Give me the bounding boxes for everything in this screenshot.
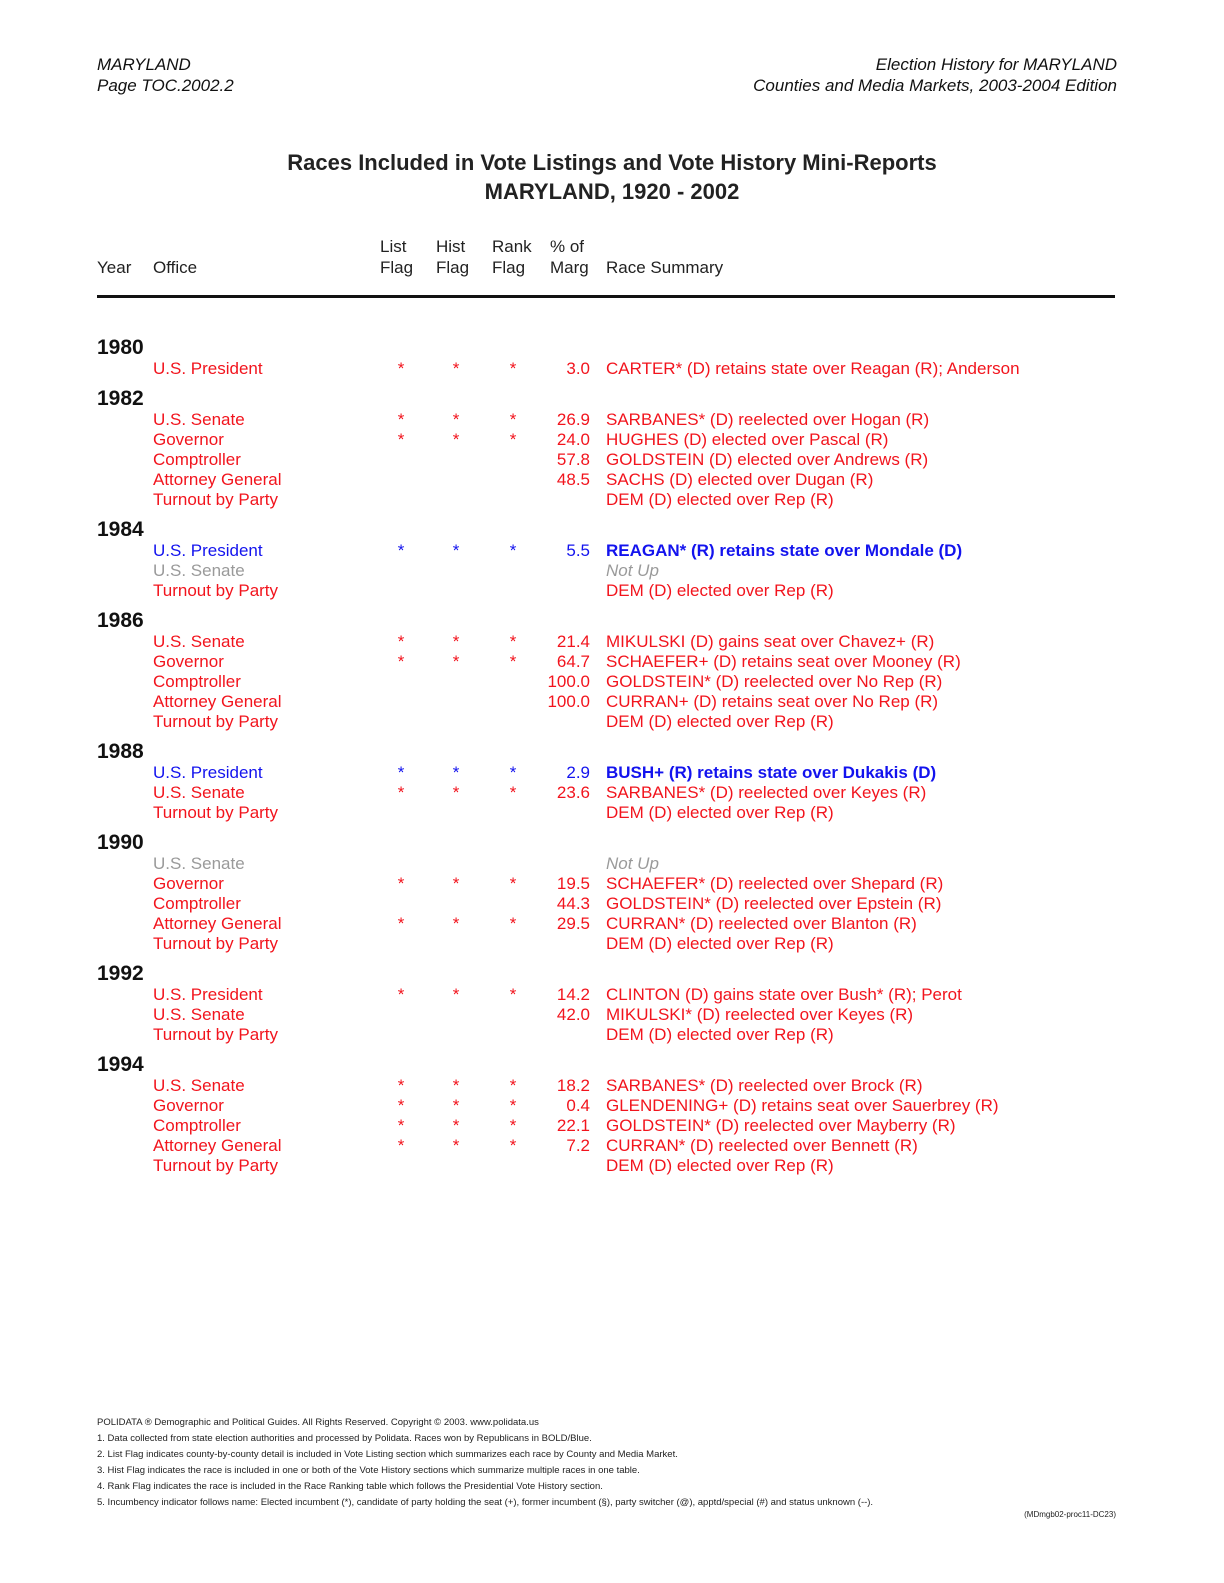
race-office: Turnout by Party xyxy=(153,581,279,600)
hist-flag: * xyxy=(452,914,460,933)
footer-copyright: POLIDATA ® Demographic and Political Guides. All Rights Reserved. Copyright © 2003. www.polidata.us xyxy=(97,1417,539,1428)
margin-percent: 44.3 xyxy=(556,894,590,913)
race-summary: CURRAN* (D) reelected over Blanton (R) xyxy=(606,914,917,933)
margin-percent: 21.4 xyxy=(556,632,590,651)
race-summary: CARTER* (D) retains state over Reagan (R); Anderson xyxy=(606,359,1020,378)
hist-flag: * xyxy=(452,652,460,671)
year-label: 1990 xyxy=(97,831,144,854)
hist-flag: * xyxy=(452,1076,460,1095)
race-office: U.S. President xyxy=(153,985,263,1004)
race-row xyxy=(0,672,1224,692)
list-flag: * xyxy=(397,410,405,429)
race-summary: GOLDSTEIN* (D) reelected over Mayberry (R) xyxy=(606,1116,956,1135)
header-left xyxy=(97,54,234,96)
margin-percent: 3.0 xyxy=(566,359,590,378)
year-group xyxy=(0,336,1224,379)
list-flag: * xyxy=(397,541,405,560)
rank-flag: * xyxy=(509,1136,517,1155)
race-row xyxy=(0,914,1224,934)
year-group xyxy=(0,1053,1224,1176)
list-flag: * xyxy=(397,1096,405,1115)
race-row xyxy=(0,1025,1224,1045)
race-row xyxy=(0,854,1224,874)
margin-percent: 100.0 xyxy=(547,692,590,711)
race-summary: MIKULSKI (D) gains seat over Chavez+ (R) xyxy=(606,632,935,651)
race-row xyxy=(0,490,1224,510)
race-summary: CURRAN* (D) reelected over Bennett (R) xyxy=(606,1136,918,1155)
state-name: MARYLAND xyxy=(97,55,191,74)
list-flag: * xyxy=(397,632,405,651)
margin-percent: 14.2 xyxy=(556,985,590,1004)
year-group xyxy=(0,740,1224,823)
footer-note: 4. Rank Flag indicates the race is included in the Race Ranking table which follows the Presidential Vote History section. xyxy=(97,1481,603,1492)
race-row xyxy=(0,359,1224,379)
race-summary: CURRAN+ (D) retains seat over No Rep (R) xyxy=(606,692,939,711)
race-office: Turnout by Party xyxy=(153,1025,279,1044)
hist-flag: * xyxy=(452,985,460,1004)
race-row xyxy=(0,692,1224,712)
race-row xyxy=(0,763,1224,783)
race-row xyxy=(0,934,1224,954)
race-office: U.S. President xyxy=(153,541,263,560)
margin-percent: 7.2 xyxy=(566,1136,590,1155)
race-office: Comptroller xyxy=(153,672,241,691)
publication-title: Election History for MARYLAND xyxy=(875,55,1117,74)
col-marg-2: Marg xyxy=(550,258,589,277)
race-office: Turnout by Party xyxy=(153,803,279,822)
race-office: Comptroller xyxy=(153,1116,241,1135)
footer-note: 5. Incumbency indicator follows name: Elected incumbent (*), candidate of party holding the seat (+), former incumbent (§), party switcher (@), apptd/special (#) and status unknown (--). xyxy=(97,1497,874,1508)
race-summary: SARBANES* (D) reelected over Keyes (R) xyxy=(606,783,927,802)
year-group xyxy=(0,831,1224,954)
page-number: Page TOC.2002.2 xyxy=(97,76,234,95)
rank-flag: * xyxy=(509,763,517,782)
year-label: 1992 xyxy=(97,962,144,985)
rank-flag: * xyxy=(509,541,517,560)
page-title-line1: Races Included in Vote Listings and Vote History Mini-Reports xyxy=(287,150,937,175)
race-office: Governor xyxy=(153,430,224,449)
page-title xyxy=(0,148,1224,206)
margin-percent: 48.5 xyxy=(556,470,590,489)
margin-percent: 24.0 xyxy=(556,430,590,449)
rank-flag: * xyxy=(509,874,517,893)
race-office: Comptroller xyxy=(153,894,241,913)
race-row xyxy=(0,985,1224,1005)
race-summary: GOLDSTEIN* (D) reelected over Epstein (R) xyxy=(606,894,942,913)
race-summary: BUSH+ (R) retains state over Dukakis (D) xyxy=(606,763,937,782)
race-office: Comptroller xyxy=(153,450,241,469)
race-summary: DEM (D) elected over Rep (R) xyxy=(606,712,834,731)
list-flag: * xyxy=(397,985,405,1004)
list-flag: * xyxy=(397,359,405,378)
race-row xyxy=(0,450,1224,470)
year-group xyxy=(0,387,1224,510)
race-row xyxy=(0,1096,1224,1116)
race-office: U.S. Senate xyxy=(153,1076,245,1095)
rank-flag: * xyxy=(509,783,517,802)
race-summary: DEM (D) elected over Rep (R) xyxy=(606,934,834,953)
race-summary: DEM (D) elected over Rep (R) xyxy=(606,490,834,509)
margin-percent: 100.0 xyxy=(547,672,590,691)
race-summary: Not Up xyxy=(606,561,659,580)
race-summary: DEM (D) elected over Rep (R) xyxy=(606,1025,834,1044)
list-flag: * xyxy=(397,430,405,449)
race-row xyxy=(0,470,1224,490)
race-office: U.S. Senate xyxy=(153,783,245,802)
race-summary: Not Up xyxy=(606,854,659,873)
rank-flag: * xyxy=(509,652,517,671)
race-row xyxy=(0,581,1224,601)
col-hist-1: Hist xyxy=(436,237,466,256)
race-office: Governor xyxy=(153,1096,224,1115)
race-office: U.S. President xyxy=(153,359,263,378)
header-right xyxy=(753,54,1117,96)
race-summary: DEM (D) elected over Rep (R) xyxy=(606,1156,834,1175)
race-row xyxy=(0,783,1224,803)
rank-flag: * xyxy=(509,632,517,651)
margin-percent: 22.1 xyxy=(556,1116,590,1135)
list-flag: * xyxy=(397,763,405,782)
race-office: Attorney General xyxy=(153,1136,282,1155)
race-row xyxy=(0,1076,1224,1096)
race-listing xyxy=(0,336,1224,1184)
hist-flag: * xyxy=(452,541,460,560)
race-office: U.S. Senate xyxy=(153,854,245,873)
list-flag: * xyxy=(397,874,405,893)
hist-flag: * xyxy=(452,874,460,893)
rank-flag: * xyxy=(509,410,517,429)
hist-flag: * xyxy=(452,1136,460,1155)
race-summary: MIKULSKI* (D) reelected over Keyes (R) xyxy=(606,1005,914,1024)
year-group xyxy=(0,518,1224,601)
race-row xyxy=(0,632,1224,652)
race-summary: DEM (D) elected over Rep (R) xyxy=(606,803,834,822)
race-summary: DEM (D) elected over Rep (R) xyxy=(606,581,834,600)
hist-flag: * xyxy=(452,632,460,651)
year-label: 1980 xyxy=(97,336,144,359)
footer-note: 3. Hist Flag indicates the race is included in one or both of the Vote History sections which summarize multiple races in one table. xyxy=(97,1465,640,1476)
race-office: Turnout by Party xyxy=(153,1156,279,1175)
margin-percent: 0.4 xyxy=(566,1096,590,1115)
col-office: Office xyxy=(153,258,198,277)
year-group xyxy=(0,962,1224,1045)
year-label: 1988 xyxy=(97,740,144,763)
page-title-line2: MARYLAND, 1920 - 2002 xyxy=(484,179,740,204)
margin-percent: 19.5 xyxy=(556,874,590,893)
margin-percent: 2.9 xyxy=(566,763,590,782)
race-office: Governor xyxy=(153,652,224,671)
footer-notes xyxy=(97,1415,1117,1511)
hist-flag: * xyxy=(452,783,460,802)
margin-percent: 29.5 xyxy=(556,914,590,933)
rank-flag: * xyxy=(509,1096,517,1115)
col-rank-2: Flag xyxy=(492,258,526,277)
race-office: Governor xyxy=(153,874,224,893)
race-summary: SACHS (D) elected over Dugan (R) xyxy=(606,470,874,489)
race-office: Attorney General xyxy=(153,470,282,489)
race-row xyxy=(0,1156,1224,1176)
race-summary: REAGAN* (R) retains state over Mondale (D) xyxy=(606,541,963,560)
rank-flag: * xyxy=(509,1116,517,1135)
list-flag: * xyxy=(397,652,405,671)
margin-percent: 42.0 xyxy=(556,1005,590,1024)
footer-note: 2. List Flag indicates county-by-county detail is included in Vote Listing section which summarizes each race by County and Media Market. xyxy=(97,1449,678,1460)
race-row xyxy=(0,1116,1224,1136)
race-office: U.S. President xyxy=(153,763,263,782)
race-office: U.S. Senate xyxy=(153,410,245,429)
race-summary: CLINTON (D) gains state over Bush* (R); Perot xyxy=(606,985,962,1004)
margin-percent: 57.8 xyxy=(556,450,590,469)
year-label: 1984 xyxy=(97,518,144,541)
race-row xyxy=(0,1005,1224,1025)
col-rank-1: Rank xyxy=(492,237,532,256)
race-row xyxy=(0,803,1224,823)
race-row xyxy=(0,874,1224,894)
rank-flag: * xyxy=(509,914,517,933)
document-code: (MDmgb02-proc11-DC23) xyxy=(1024,1510,1116,1519)
race-office: Attorney General xyxy=(153,914,282,933)
race-row xyxy=(0,430,1224,450)
race-office: Turnout by Party xyxy=(153,712,279,731)
year-label: 1994 xyxy=(97,1053,144,1076)
hist-flag: * xyxy=(452,410,460,429)
hist-flag: * xyxy=(452,430,460,449)
race-row xyxy=(0,894,1224,914)
hist-flag: * xyxy=(452,763,460,782)
race-row xyxy=(0,652,1224,672)
year-group xyxy=(0,609,1224,732)
rank-flag: * xyxy=(509,1076,517,1095)
race-row xyxy=(0,712,1224,732)
col-hist-2: Flag xyxy=(436,258,470,277)
race-summary: SARBANES* (D) reelected over Hogan (R) xyxy=(606,410,930,429)
rank-flag: * xyxy=(509,985,517,1004)
col-marg-1: % of xyxy=(550,237,585,256)
column-headers xyxy=(0,236,1224,280)
col-list-1: List xyxy=(380,237,407,256)
margin-percent: 64.7 xyxy=(556,652,590,671)
list-flag: * xyxy=(397,783,405,802)
hist-flag: * xyxy=(452,1116,460,1135)
race-office: Turnout by Party xyxy=(153,934,279,953)
rank-flag: * xyxy=(509,430,517,449)
list-flag: * xyxy=(397,1136,405,1155)
hist-flag: * xyxy=(452,1096,460,1115)
race-row xyxy=(0,541,1224,561)
col-year: Year xyxy=(97,258,132,277)
race-row xyxy=(0,410,1224,430)
rank-flag: * xyxy=(509,359,517,378)
race-office: Turnout by Party xyxy=(153,490,279,509)
race-summary: SCHAEFER* (D) reelected over Shepard (R) xyxy=(606,874,944,893)
footer-note: 1. Data collected from state election authorities and processed by Polidata. Races won by Republicans in BOLD/Blue. xyxy=(97,1433,592,1444)
race-row xyxy=(0,1136,1224,1156)
race-row xyxy=(0,561,1224,581)
list-flag: * xyxy=(397,1076,405,1095)
margin-percent: 18.2 xyxy=(556,1076,590,1095)
margin-percent: 26.9 xyxy=(556,410,590,429)
margin-percent: 5.5 xyxy=(566,541,590,560)
list-flag: * xyxy=(397,914,405,933)
year-label: 1986 xyxy=(97,609,144,632)
header-rule xyxy=(97,295,1115,298)
col-summary: Race Summary xyxy=(606,258,724,277)
race-summary: GOLDSTEIN (D) elected over Andrews (R) xyxy=(606,450,929,469)
race-summary: SARBANES* (D) reelected over Brock (R) xyxy=(606,1076,923,1095)
race-summary: GOLDSTEIN* (D) reelected over No Rep (R) xyxy=(606,672,943,691)
col-list-2: Flag xyxy=(380,258,414,277)
hist-flag: * xyxy=(452,359,460,378)
race-summary: GLENDENING+ (D) retains seat over Sauerbrey (R) xyxy=(606,1096,999,1115)
race-office: Attorney General xyxy=(153,692,282,711)
race-office: U.S. Senate xyxy=(153,1005,245,1024)
publication-edition: Counties and Media Markets, 2003-2004 Edition xyxy=(753,76,1117,95)
race-office: U.S. Senate xyxy=(153,561,245,580)
list-flag: * xyxy=(397,1116,405,1135)
year-label: 1982 xyxy=(97,387,144,410)
race-summary: SCHAEFER+ (D) retains seat over Mooney (R) xyxy=(606,652,961,671)
race-office: U.S. Senate xyxy=(153,632,245,651)
margin-percent: 23.6 xyxy=(556,783,590,802)
race-summary: HUGHES (D) elected over Pascal (R) xyxy=(606,430,889,449)
